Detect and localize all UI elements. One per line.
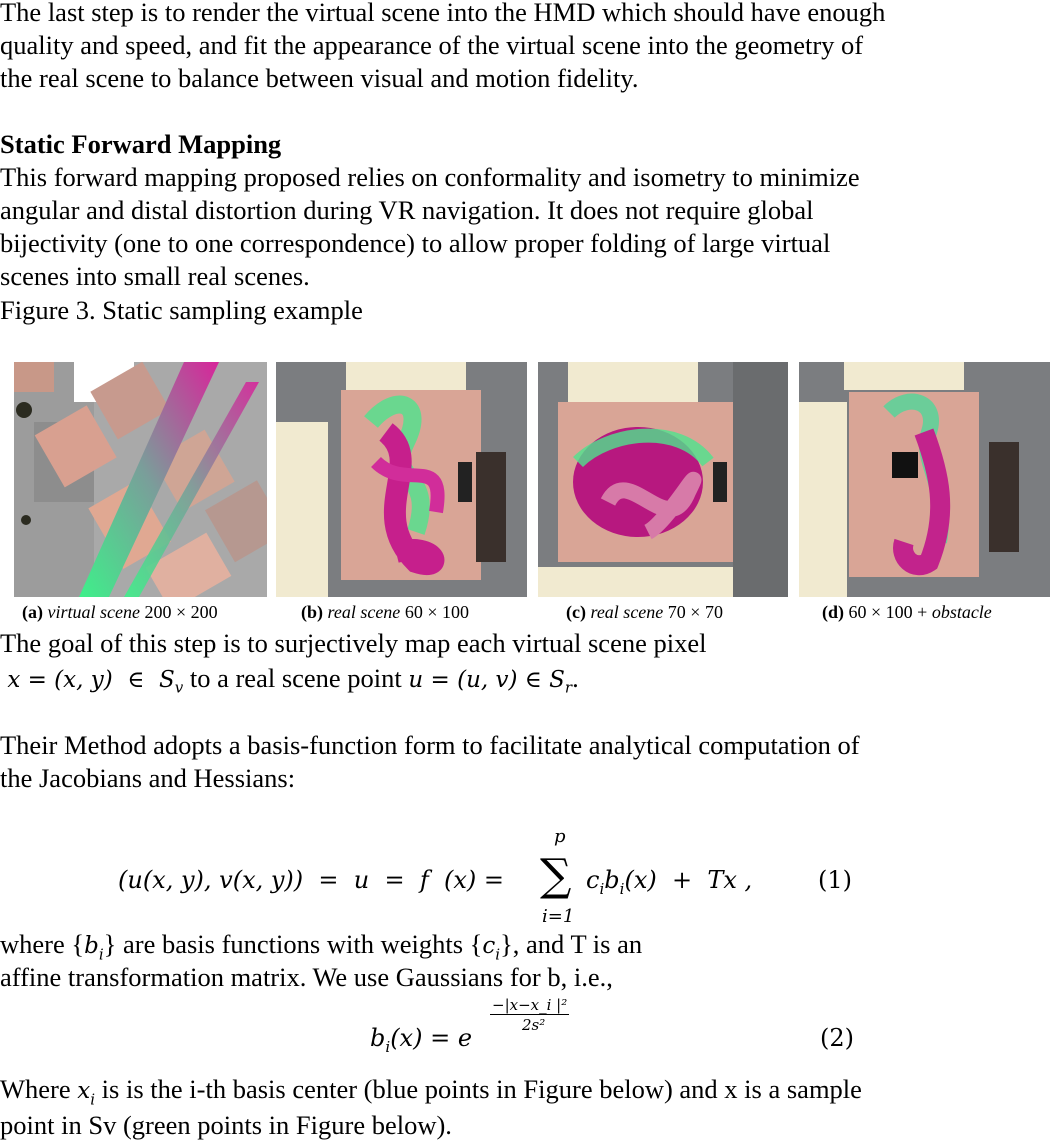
figure-title: Figure 3. Static sampling example <box>0 295 363 325</box>
section-heading: Static Forward Mapping <box>0 129 282 159</box>
where-line-2: affine transformation matrix. We use Gaussians for b, i.e., <box>0 962 613 992</box>
section-line-4: scenes into small real scenes. <box>0 261 310 291</box>
caption-b: (b) real scene 60 × 100 <box>301 602 469 622</box>
caption-c: (c) real scene 70 × 70 <box>566 602 723 622</box>
intro-line-1: The last step is to render the virtual scene into the HMD which should have enough <box>0 0 886 27</box>
method-line-2: the Jacobians and Hessians: <box>0 763 296 793</box>
section-line-3: bijectivity (one to one correspondence) to allow proper folding of large virtual <box>0 228 831 258</box>
figure-panel-real-scene-60x100 <box>276 362 527 597</box>
eq1-sum-top: p <box>554 826 566 847</box>
eq2-exp-numerator: −|x−x_i |² <box>492 996 568 1014</box>
final-line-2: point in Sv (green points in Figure below). <box>0 1110 452 1140</box>
eq1-sum-symbol: ∑ <box>540 850 572 901</box>
eq1-lhs: (u(x, y), v(x, y)) = u = f (x) = <box>118 866 505 894</box>
eq1-sum-bottom: i=1 <box>542 906 575 927</box>
final-line-1: Where $x_i$ is is the i-th basis center (blue points in Figure below) and x is a sample <box>0 1074 862 1109</box>
intro-line-2: quality and speed, and fit the appearance of the virtual scene into the geometry of <box>0 30 864 60</box>
figure-panel-obstacle <box>799 362 1050 597</box>
eq1-number: (1) <box>818 866 852 894</box>
eq2-number: (2) <box>820 1024 854 1052</box>
goal-line-2: x = (x, y) ∈ $S_v$ to a real scene point u = (u, v) ∈ $S_r$. <box>7 663 579 697</box>
where-line-1: where $\{b_i\}$ are basis functions with weights $\{c_i\}$, and T is an <box>0 929 643 964</box>
caption-d: (d) 60 × 100 + obstacle <box>822 602 992 622</box>
eq2-exp-denominator: 2s² <box>522 1016 546 1034</box>
eq2-lhs: $b_i(x) = e$ <box>370 1024 473 1056</box>
method-line-1: Their Method adopts a basis-function form to facilitate analytical computation of <box>0 730 860 760</box>
caption-a: (a) virtual scene 200 × 200 <box>22 602 218 622</box>
section-line-2: angular and distal distortion during VR navigation. It does not require global <box>0 195 814 225</box>
figure-panel-virtual-scene <box>14 362 267 597</box>
intro-line-3: the real scene to balance between visual and motion fidelity. <box>0 63 639 93</box>
section-line-1: This forward mapping proposed relies on conformality and isometry to minimize <box>0 162 860 192</box>
eq1-rhs: $c_ib_i(x) + Tx$ , <box>586 866 753 898</box>
figure-panel-real-scene-70x70 <box>538 362 788 597</box>
goal-line-1: The goal of this step is to surjectively map each virtual scene pixel <box>0 628 707 658</box>
